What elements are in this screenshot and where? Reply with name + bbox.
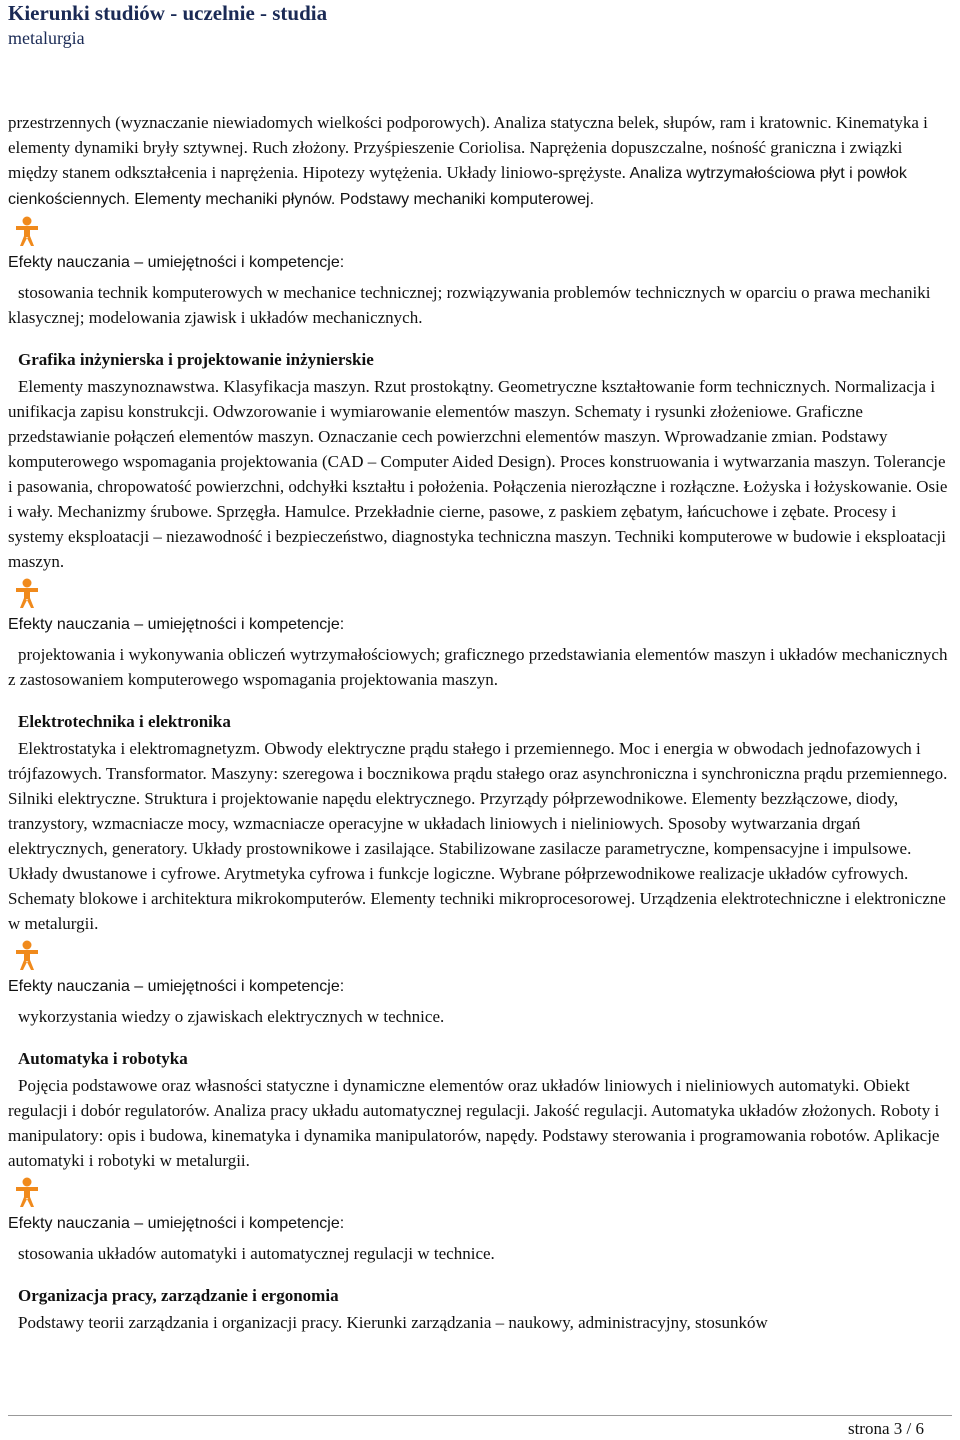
page-header xyxy=(8,0,327,49)
person-figure-icon xyxy=(10,938,44,972)
section-heading: Elektrotechnika i elektronika xyxy=(18,712,231,731)
outcomes-text: projektowania i wykonywania obliczeń wytrzymałościowych; graficznego przedstawiania elementów maszyn i układów mechanicznych z zastosowaniem komputerowego wspomagania projektowania maszyn. xyxy=(8,645,948,689)
intro-paragraph xyxy=(8,110,953,212)
page-subtitle: metalurgia xyxy=(8,28,85,48)
person-figure-icon xyxy=(10,214,44,248)
section-description: Elektrostatyka i elektromagnetyzm. Obwody elektryczne prądu stałego i przemiennego. Moc i energia w obwodach jednofazowych i trójfazowych. Transformator. Maszyny: szeregowa i bocznikowa prądu stałego oraz asynchroniczna i synchroniczna prądu przemiennego. Silniki elektryczne. Struktura i projektowanie napędu elektrycznego. Przyrządy półprzewodnikowe. Elementy bezzłączowe, diody, tranzystory, wzmacniacze mocy, wzmacniacze operacyjne w układach liniowych i nieliniowych. Sposoby wytwarzania drgań elektrycznych, generatory. Układy prostownikowe i zasilające. Stabilizowane zasilacze parametryczne, kompensacyjne i impulsowe. Układy dwustanowe i cyfrowe. Arytmetyka cyfrowa i funkcje logiczne. Wybrane półprzewodnikowe realizacje układów cyfrowych. Schematy blokowe i architektura mikrokomputerów. Elementy techniki mikroprocesorowej. Urządzenia elektrotechniczne i elektroniczne w metalurgii. xyxy=(8,739,948,933)
outcomes-label: Efekty nauczania – umiejętności i kompetencje: xyxy=(8,1215,345,1232)
outcomes-label: Efekty nauczania – umiejętności i kompetencje: xyxy=(8,254,345,271)
section-description: Elementy maszynoznawstwa. Klasyfikacja maszyn. Rzut prostokątny. Geometryczne kształtowanie form technicznych. Normalizacja i unifikacja zapisu konstrukcji. Odwzorowanie i wymiarowanie elementów maszyn. Schematy i rysunki złożeniowe. Graficzne przedstawianie połączeń elementów maszyn. Oznaczanie cech powierzchni elementów maszyn. Wprowadzanie zmian. Podstawy komputerowego wspomagania projektowania (CAD – Computer Aided Design). Proces konstruowania i wytwarzania maszyn. Tolerancje i pasowania, chropowatość powierzchni, odchyłki kształtu i położenia. Połączenia nierozłączne i rozłączne. Łożyska i łożyskowanie. Osie i wały. Mechanizmy śrubowe. Sprzęgła. Hamulce. Przekładnie cierne, pasowe, z paskiem zębatym, łańcuchowe i zębate. Procesy i systemy eksploatacji – niezawodność i bezpieczeństwo, diagnostyka techniczna maszyn. Techniki komputerowe w budowie i eksploatacji maszyn. xyxy=(8,377,948,571)
person-figure-icon xyxy=(10,576,44,610)
intro-text-serif: przestrzennych (wyznaczanie niewiadomych wielkości podporowych). Analiza statyczna belek, słupów, ram i kratownic. Kinematyka i elementy dynamiki bryły sztywnej. Ruch złożony. Przyśpieszenie Coriolisa. Naprężenia dopuszczalne, nośność graniczna i związki między stanem odkształcenia i naprężenia. Hipotezy wytężenia. Układy liniowo-sprężyste. xyxy=(8,113,928,182)
section-description: Podstawy teorii zarządzania i organizacji pracy. Kierunki zarządzania – naukowy, administracyjny, stosunków xyxy=(18,1313,768,1332)
section-heading: Organizacja pracy, zarządzanie i ergonomia xyxy=(18,1286,339,1305)
person-figure-icon xyxy=(10,1175,44,1209)
outcomes-text: stosowania układów automatyki i automatycznej regulacji w technice. xyxy=(18,1244,495,1263)
outcomes-text: stosowania technik komputerowych w mechanice technicznej; rozwiązywania problemów technicznych w oparciu o prawa mechaniki klasycznej; modelowania zjawisk i układów mechanicznych. xyxy=(8,283,931,327)
main-content xyxy=(8,110,953,1335)
section-heading: Automatyka i robotyka xyxy=(18,1049,188,1068)
page-number: strona 3 / 6 xyxy=(847,1419,924,1438)
intro-text-sans: Analiza wytrzymałościowa płyt i powłok cienkościennych. Elementy mechaniki płynów. Podstawy mechaniki komputerowej. xyxy=(8,165,907,208)
outcomes-text: wykorzystania wiedzy o zjawiskach elektrycznych w technice. xyxy=(18,1007,445,1026)
section-heading: Grafika inżynierska i projektowanie inżynierskie xyxy=(18,350,374,369)
site-title: Kierunki studiów - uczelnie - studia xyxy=(8,1,328,25)
outcomes-label: Efekty nauczania – umiejętności i kompetencje: xyxy=(8,978,345,995)
section-description: Pojęcia podstawowe oraz własności statyczne i dynamiczne elementów oraz układów liniowych i nieliniowych automatyki. Obiekt regulacji i dobór regulatorów. Analiza pracy układu automatycznej regulacji. Jakość regulacji. Automatyka układów złożonych. Roboty i manipulatory: opis i budowa, kinematyka i dynamika manipulatorów, napędy. Podstawy sterowania i programowania robotów. Aplikacje automatyki i robotyki w metalurgii. xyxy=(8,1076,940,1170)
footer-divider xyxy=(8,1415,952,1416)
outcomes-label: Efekty nauczania – umiejętności i kompetencje: xyxy=(8,616,345,633)
